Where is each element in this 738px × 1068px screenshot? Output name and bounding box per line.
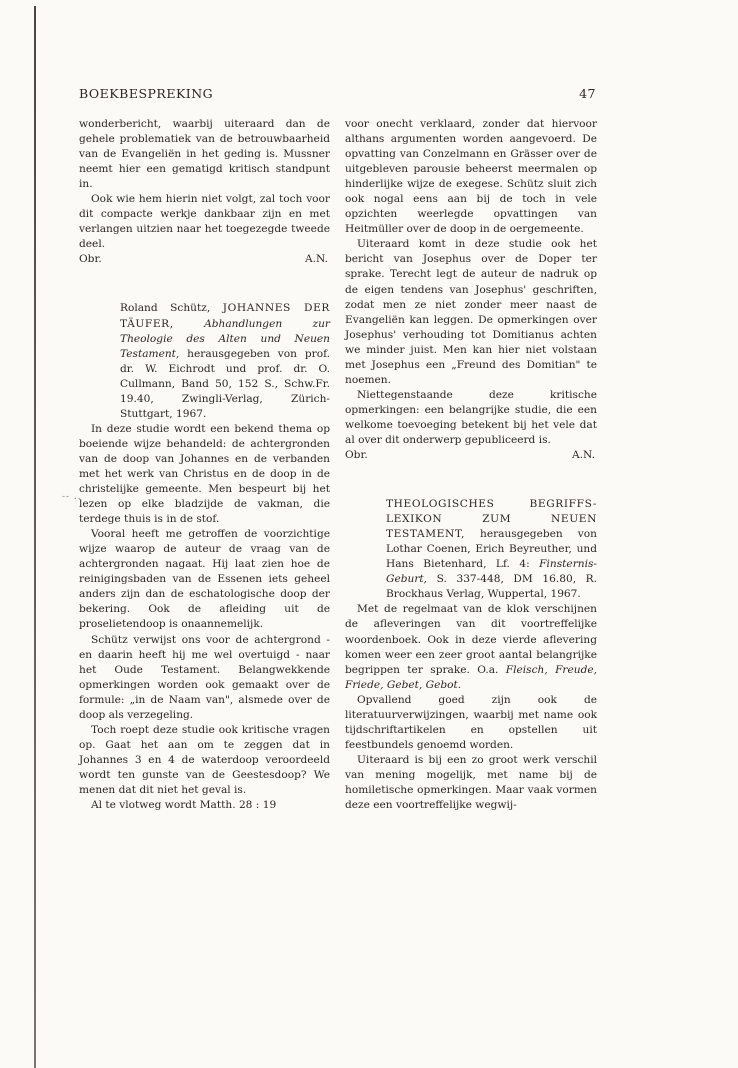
paragraph: Opvallend goed zijn ook de literatuurverwijzingen, waarbij met name ook tijdschriftartikelen en opstellen uit feestbundels genoemd worden. — [345, 693, 597, 751]
book-author: Roland Schütz, — [120, 302, 223, 315]
signature-place: Obr. — [79, 253, 102, 266]
paragraph-text: Met de regelmaat van de klok verschijnen de afleveringen van dit voortreffelijke woordenboek. Ook in deze vierde aflevering komen weer een zeer groot aantal belangrijke begrippen ter sprake. O.a. — [345, 603, 597, 676]
paragraph: wonderbericht, waarbij uiteraard dan de gehele problematiek van de betrouwbaarheid van de Evangeliën in het geding is. Mussner neemt hier een gematigd kritisch standpunt in. — [79, 118, 330, 191]
paragraph: Vooral heeft me getroffen de voorzichtige wijze waarop de auteur de vraag van de achtergronden nagaat. Hij laat zien hoe de reinigingsbaden van de Essenen iets geheel anders zijn dan de eschatologische doop der bekering. Ook de afleiding uit de proselietendoop is onaannemelijk. — [79, 528, 330, 631]
running-title: BOEKBESPREKING — [79, 86, 214, 101]
book-series: Abhandlungen zur Theologie des Alten und Neuen Testament, — [120, 317, 330, 360]
signature-initials: A.N. — [572, 449, 595, 462]
paragraph: Toch roept deze studie ook kritische vragen op. Gaat het aan om te zeggen dat in Johannes 3 en 4 de waterdoop veroordeeld wordt ten gunste van de Geestesdoop? We menen dat dit niet het geval is. — [79, 723, 330, 796]
left-column — [79, 117, 330, 813]
paragraph: Uiteraard komt in deze studie ook het bericht van Josephus over de Doper ter sprake. Terecht legt de auteur de nadruk op de eigen tendens van Josephus' geschriften, zodat men ze niet zonder meer naast de Evangeliën kan leggen. De opmerkingen over Josephus' verhouding tot Domitianus achten we minder juist. Men kan hier niet volstaan met Josephus een „Freund des Domitian" te noemen. — [345, 238, 597, 386]
paragraph-italic: Fleisch, Freude, Friede, Gebet, Gebot. — [345, 663, 598, 691]
paragraph: Ook wie hem hierin niet volgt, zal toch voor dit compacte werkje dankbaar zijn en met verlangen uitzien naar het toegezegde tweede deel. — [79, 193, 330, 251]
book-title: JOHANNES DER TÄUFER, — [120, 302, 330, 330]
signature-place: Obr. — [345, 449, 368, 462]
paragraph: Niettegenstaande deze kritische opmerkingen: een belangrijke studie, die een welkome toevoeging betekent bij het vele dat al over dit onderwerp gepubliceerd is. — [345, 388, 597, 446]
book-details: herausgegeben von Lothar Coenen, Erich Beyreuther, und Hans Bietenhard, Lf. 4: — [386, 528, 597, 571]
paragraph: Schütz verwijst ons voor de achtergrond - en daarin heeft hij me wel overtuigd - naar het Oude Testament. Belangwekkende opmerkingen worden ook gemaakt over de formule: „in de Naam van", alsmede over de doop als verzegeling. — [79, 633, 330, 721]
signature-initials: A.N. — [305, 253, 328, 266]
book-entry — [79, 301, 330, 421]
scan-edge — [34, 6, 36, 1068]
book-details: S. 337-448, DM 16.80, R. Brockhaus Verlag, Wuppertal, 1967. — [386, 573, 597, 601]
book-title: THEOLOGISCHES BEGRIFFS-LEXIKON ZUM NEUEN TESTAMENT, — [386, 498, 597, 541]
paragraph — [345, 602, 597, 692]
book-part-title: Finsternis-Geburt, — [386, 558, 597, 586]
review-signature — [345, 448, 597, 463]
book-entry — [345, 497, 597, 602]
paragraph: voor onecht verklaard, zonder dat hiervoor althans argumenten worden aangevoerd. De opvatting van Conzelmann en Grässer over de uitgebleven parousie beheerst meermalen op hinderlijke wijze de exegese. Schütz sluit zich ook nogal eens aan bij de toch in vele opzichten weerlegde opvattingen van Heitmüller over de doop in de oergemeente. — [345, 118, 597, 236]
page-number: 47 — [579, 86, 596, 101]
book-details: herausgegeben von prof. dr. W. Eichrodt und prof. dr. O. Cullmann, Band 50, 152 S., Schw.Fr. 19.40, Zwingli-Verlag, Zürich-Stuttgart, 1967. — [120, 347, 330, 420]
review-signature — [79, 252, 330, 267]
paragraph: Uiteraard is bij een zo groot werk verschil van mening mogelijk, met name bij de homiletische opmerkingen. Maar vaak vormen deze een voortreffelijke wegwij- — [345, 753, 597, 812]
paragraph: In deze studie wordt een bekend thema op boeiende wijze behandeld: de achtergronden van de doop van Johannes en de verbanden met het werk van Christus en de doop in de christelijke gemeente. Men bespeurt bij het lezen op elke bladzijde de vakman, die terdege thuis is in de stof. — [79, 422, 330, 526]
margin-mark: -- .. — [62, 492, 82, 502]
right-column — [345, 117, 597, 813]
paragraph: Al te vlotweg wordt Matth. 28 : 19 — [91, 799, 277, 812]
